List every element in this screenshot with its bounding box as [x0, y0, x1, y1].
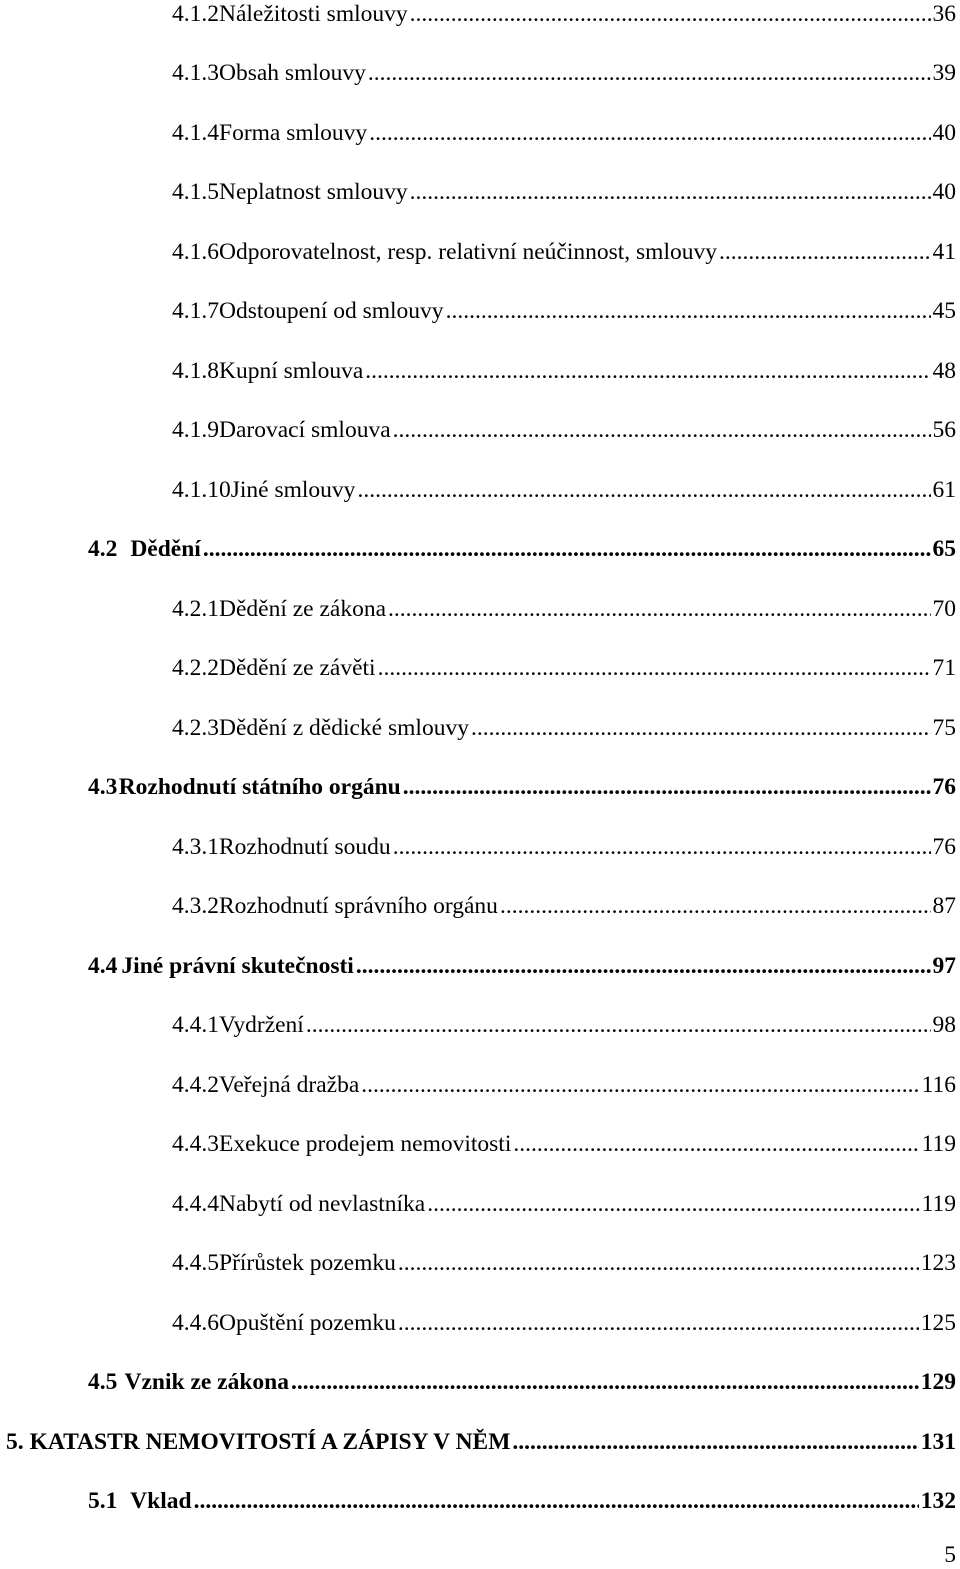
toc-entry[interactable] [172, 416, 956, 456]
toc-entry-page: 76 [932, 774, 956, 800]
toc-entry-title: Jiné právní skutečnosti [121, 953, 354, 979]
toc-entry-title: Nabytí od nevlastníka [219, 1191, 426, 1217]
toc-entry[interactable] [172, 654, 956, 694]
toc-entry[interactable] [172, 476, 956, 516]
toc-entry[interactable] [88, 535, 956, 575]
toc-entry[interactable] [172, 297, 956, 337]
toc-entry-title: Rozhodnutí správního orgánu [219, 893, 498, 919]
dot-leader [393, 416, 931, 444]
dot-leader [203, 535, 931, 563]
dot-leader [388, 595, 930, 623]
toc-entry-number: 4.1.9 [172, 417, 219, 443]
toc-entry[interactable] [172, 714, 956, 754]
dot-leader [368, 59, 931, 87]
dot-leader [513, 1130, 919, 1158]
toc-entry-page: 119 [921, 1191, 956, 1217]
toc-entry-page: 131 [920, 1429, 956, 1455]
toc-entry-number: 4.1.6 [172, 239, 219, 265]
toc-entry-number: 4.3.1 [172, 834, 219, 860]
toc-entry[interactable] [172, 357, 956, 397]
toc-entry-number: 4.2.2 [172, 655, 219, 681]
toc-entry[interactable] [172, 595, 956, 635]
toc-entry-title: Dědění ze zákona [219, 596, 387, 622]
toc-entry-title: Vklad [130, 1488, 192, 1514]
toc-entry-page: 98 [932, 1012, 956, 1038]
toc-entry-page: 87 [932, 893, 956, 919]
toc-entry-title: Veřejná dražba [219, 1072, 360, 1098]
toc-entry-page: 48 [932, 358, 956, 384]
toc-entry-page: 40 [932, 120, 956, 146]
toc-entry-number: 5. [6, 1429, 24, 1455]
toc-entry[interactable] [172, 238, 956, 278]
dot-leader [410, 178, 931, 206]
toc-entry-page: 70 [932, 596, 956, 622]
toc-entry-page: 116 [921, 1072, 956, 1098]
toc-entry[interactable] [172, 1071, 956, 1111]
toc-entry-number: 4.3 [88, 774, 118, 800]
toc-entry-title: Odporovatelnost, resp. relativní neúčinnost, smlouvy [219, 239, 717, 265]
toc-entry-title: Dědění [130, 536, 201, 562]
toc-entry-page: 40 [932, 179, 956, 205]
toc-entry-number: 4.2.3 [172, 715, 219, 741]
toc-entry[interactable] [172, 892, 956, 932]
toc-entry[interactable] [172, 1309, 956, 1349]
toc-entry-page: 76 [932, 834, 956, 860]
dot-leader [512, 1428, 918, 1456]
toc-entry-number: 4.1.3 [172, 60, 219, 86]
toc-entry-number: 4.1.4 [172, 120, 219, 146]
toc-entry[interactable] [172, 1249, 956, 1289]
toc-entry-page: 125 [920, 1310, 956, 1336]
dot-leader [378, 654, 931, 682]
toc-entry-number: 4.5 [88, 1369, 118, 1395]
toc-entry-page: 65 [932, 536, 956, 562]
toc-entry-page: 123 [920, 1250, 956, 1276]
dot-leader [361, 1071, 919, 1099]
toc-entry-number: 4.4.2 [172, 1072, 219, 1098]
dot-leader [291, 1368, 919, 1396]
dot-leader [357, 476, 930, 504]
dot-leader [398, 1249, 919, 1277]
toc-entry-number: 4.2.1 [172, 596, 219, 622]
toc-entry-title: Exekuce prodejem nemovitosti [219, 1131, 512, 1157]
toc-entry-number: 4.1.8 [172, 358, 219, 384]
toc-entry[interactable] [88, 1368, 956, 1408]
toc-entry-title: Forma smlouvy [219, 120, 368, 146]
toc-entry-title: Odstoupení od smlouvy [219, 298, 444, 324]
toc-entry-page: 71 [932, 655, 956, 681]
toc-entry-page: 132 [920, 1488, 956, 1514]
toc-entry-page: 39 [932, 60, 956, 86]
toc-entry-title: Jiné smlouvy [230, 477, 356, 503]
dot-leader [398, 1309, 919, 1337]
dot-leader [500, 892, 931, 920]
toc-entry-title: Dědění ze závěti [219, 655, 376, 681]
toc-entry-title: Opuštění pozemku [219, 1310, 396, 1336]
toc-entry-title: Rozhodnutí soudu [219, 834, 391, 860]
toc-entry-number: 4.4.1 [172, 1012, 219, 1038]
toc-entry-number: 4.1.5 [172, 179, 219, 205]
toc-entry-number: 4.3.2 [172, 893, 219, 919]
toc-entry-title: Neplatnost smlouvy [219, 179, 408, 205]
dot-leader [410, 0, 931, 28]
toc-entry[interactable] [172, 1011, 956, 1051]
toc-entry-title: Vznik ze zákona [124, 1369, 289, 1395]
toc-entry-page: 61 [932, 477, 956, 503]
page-number: 5 [944, 1542, 956, 1568]
dot-leader [306, 1011, 931, 1039]
toc-entry-number: 4.4.3 [172, 1131, 219, 1157]
toc-entry-title: Darovací smlouva [219, 417, 391, 443]
toc-entry-number: 4.1.7 [172, 298, 219, 324]
toc-entry-page: 36 [932, 1, 956, 27]
toc-entry-page: 45 [932, 298, 956, 324]
toc-entry[interactable] [172, 119, 956, 159]
toc-entry-page: 97 [932, 953, 956, 979]
toc-entry-number: 4.1.10 [172, 477, 231, 503]
dot-leader [471, 714, 931, 742]
toc-entry-number: 4.4 [88, 953, 118, 979]
toc-entry[interactable] [172, 1130, 956, 1170]
dot-leader [356, 952, 931, 980]
toc-entry-number: 4.4.4 [172, 1191, 219, 1217]
toc-entry[interactable] [6, 1428, 956, 1468]
toc-entry-title: Náležitosti smlouvy [219, 1, 408, 27]
toc-entry-number: 4.4.5 [172, 1250, 219, 1276]
toc-entry-page: 119 [921, 1131, 956, 1157]
dot-leader [365, 357, 930, 385]
toc-entry-number: 4.1.2 [172, 1, 219, 27]
dot-leader [719, 238, 931, 266]
toc-entry[interactable] [172, 178, 956, 218]
toc-entry-title: Kupní smlouva [219, 358, 364, 384]
dot-leader [194, 1487, 919, 1515]
toc-entry[interactable] [172, 833, 956, 873]
dot-leader [393, 833, 931, 861]
toc-entry-number: 4.4.6 [172, 1310, 219, 1336]
dot-leader [446, 297, 931, 325]
toc-entry-page: 41 [932, 239, 956, 265]
toc-entry-page: 56 [932, 417, 956, 443]
toc-entry-page: 129 [920, 1369, 956, 1395]
toc-entry[interactable] [172, 1190, 956, 1230]
toc-entry-page: 75 [932, 715, 956, 741]
toc-entry-title: Dědění z dědické smlouvy [219, 715, 469, 741]
dot-leader [369, 119, 930, 147]
toc-entry-title: Obsah smlouvy [219, 60, 366, 86]
toc-entry-title: Přírůstek pozemku [219, 1250, 396, 1276]
toc-entry-title: Vydržení [219, 1012, 304, 1038]
toc-entry-number: 5.1 [88, 1488, 118, 1514]
toc-entry[interactable] [88, 773, 956, 813]
toc-entry-number: 4.2 [88, 536, 118, 562]
toc-entry[interactable] [172, 59, 956, 99]
dot-leader [427, 1190, 919, 1218]
toc-entry[interactable] [88, 1487, 956, 1527]
toc-entry-title: KATASTR NEMOVITOSTÍ A ZÁPISY V NĚM [29, 1429, 511, 1455]
toc-entry[interactable] [172, 0, 956, 40]
toc-entry-title: Rozhodnutí státního orgánu [118, 774, 401, 800]
dot-leader [403, 773, 931, 801]
toc-entry[interactable] [88, 952, 956, 992]
